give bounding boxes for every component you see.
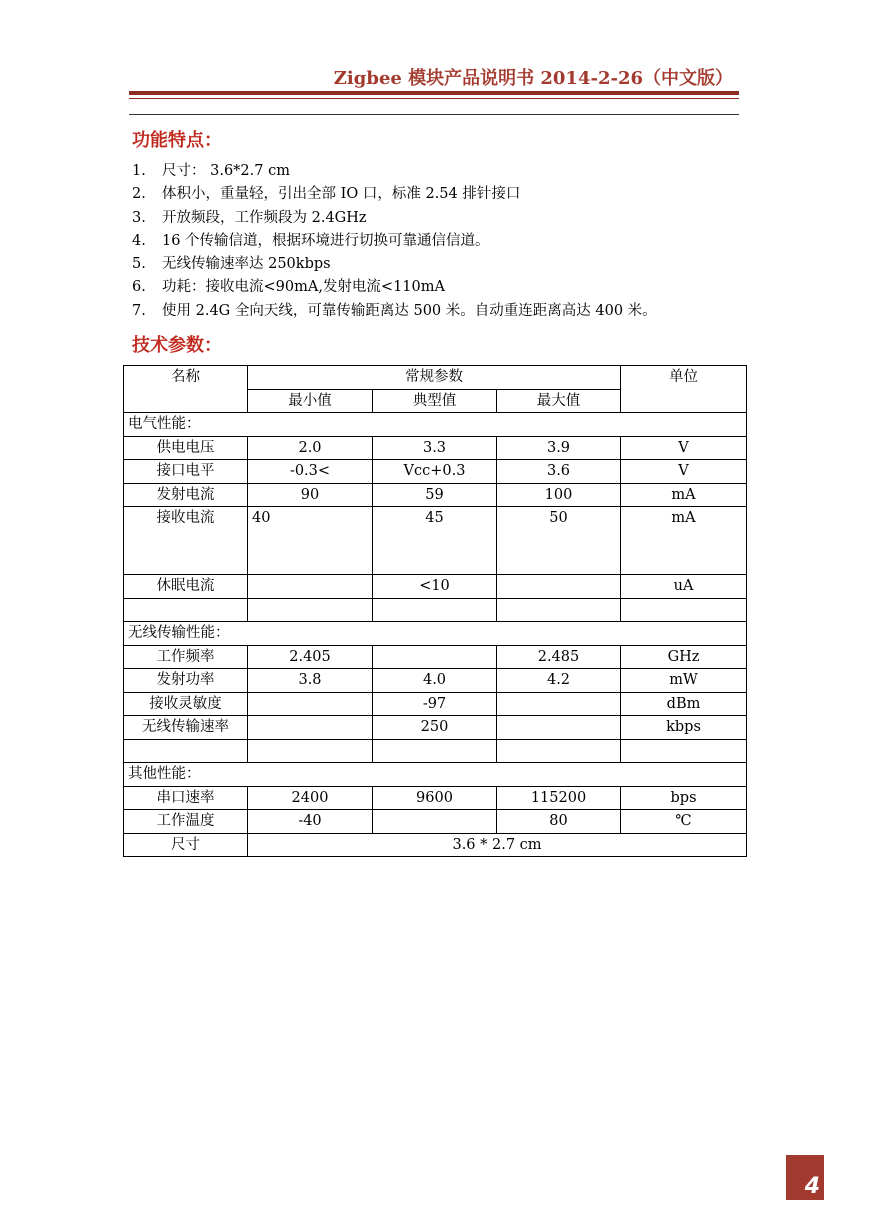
cell-unit: uA bbox=[621, 575, 747, 599]
table-row bbox=[124, 810, 747, 834]
cell-max: 115200 bbox=[497, 786, 621, 810]
cell-max: 4.2 bbox=[497, 669, 621, 693]
empty-row bbox=[124, 598, 747, 622]
page-number-badge bbox=[786, 1155, 824, 1200]
cell-min bbox=[248, 692, 373, 716]
cell-typ: 9600 bbox=[373, 786, 497, 810]
section-row bbox=[124, 413, 747, 437]
list-item: 3. 开放频段，工作频段为 2.4GHz bbox=[132, 209, 367, 226]
cell-min: 2400 bbox=[248, 786, 373, 810]
section-wireless: 无线传输性能： bbox=[124, 622, 747, 646]
cell-max: 2.485 bbox=[497, 645, 621, 669]
cell-max: 100 bbox=[497, 483, 621, 507]
cell-name: 发射功率 bbox=[124, 669, 248, 693]
document-title: Zigbee 模块产品说明书 2014-2-26（中文版） bbox=[333, 68, 733, 89]
cell-name: 接口电平 bbox=[124, 460, 248, 484]
table-row bbox=[124, 483, 747, 507]
cell-name: 接收电流 bbox=[124, 507, 248, 575]
table-row bbox=[124, 645, 747, 669]
table-row bbox=[124, 507, 747, 575]
table-row bbox=[124, 669, 747, 693]
header-min: 最小值 bbox=[248, 389, 373, 413]
cell-max: 80 bbox=[497, 810, 621, 834]
cell-min: 3.8 bbox=[248, 669, 373, 693]
cell-unit: GHz bbox=[621, 645, 747, 669]
table-header-row bbox=[124, 366, 747, 390]
cell-min: 90 bbox=[248, 483, 373, 507]
table-row bbox=[124, 716, 747, 740]
list-item: 1. 尺寸： 3.6*2.7 cm bbox=[132, 163, 290, 179]
cell-unit: kbps bbox=[621, 716, 747, 740]
cell-min: 40 bbox=[248, 507, 373, 575]
cell-name: 供电电压 bbox=[124, 436, 248, 460]
cell-typ: 3.3 bbox=[373, 436, 497, 460]
cell-unit: mA bbox=[621, 483, 747, 507]
header-unit: 单位 bbox=[621, 366, 747, 413]
features-list bbox=[132, 160, 657, 323]
cell-unit: bps bbox=[621, 786, 747, 810]
cell-min bbox=[248, 575, 373, 599]
cell-min: 2.0 bbox=[248, 436, 373, 460]
header-max: 最大值 bbox=[497, 389, 621, 413]
cell-unit: dBm bbox=[621, 692, 747, 716]
table-row bbox=[124, 833, 747, 857]
header-rule-thin bbox=[129, 98, 739, 99]
cell-name: 尺寸 bbox=[124, 833, 248, 857]
page-number: 4 bbox=[804, 1174, 820, 1199]
cell-typ bbox=[373, 645, 497, 669]
cell-typ: 4.0 bbox=[373, 669, 497, 693]
table-row bbox=[124, 692, 747, 716]
cell-typ: 250 bbox=[373, 716, 497, 740]
cell-min: -0.3< bbox=[248, 460, 373, 484]
section-row bbox=[124, 622, 747, 646]
spec-table bbox=[123, 365, 747, 857]
cell-typ bbox=[373, 810, 497, 834]
header-rule-thick bbox=[129, 91, 739, 95]
cell-unit: ℃ bbox=[621, 810, 747, 834]
cell-max: 3.9 bbox=[497, 436, 621, 460]
header-divider bbox=[129, 114, 739, 115]
cell-name: 工作温度 bbox=[124, 810, 248, 834]
table-row bbox=[124, 436, 747, 460]
header-typ: 典型值 bbox=[373, 389, 497, 413]
cell-name: 发射电流 bbox=[124, 483, 248, 507]
cell-typ: <10 bbox=[373, 575, 497, 599]
cell-name: 休眠电流 bbox=[124, 575, 248, 599]
cell-max bbox=[497, 575, 621, 599]
section-row bbox=[124, 763, 747, 787]
specs-heading: 技术参数： bbox=[132, 335, 222, 356]
list-item: 6. 功耗：接收电流<90mA,发射电流<110mA bbox=[132, 279, 445, 296]
header-name: 名称 bbox=[124, 366, 248, 413]
section-other: 其他性能： bbox=[124, 763, 747, 787]
list-item: 7. 使用 2.4G 全向天线，可靠传输距离达 500 米。自动重连距离高达 400 米。 bbox=[132, 302, 657, 319]
cell-name: 工作频率 bbox=[124, 645, 248, 669]
cell-typ: 45 bbox=[373, 507, 497, 575]
cell-typ: -97 bbox=[373, 692, 497, 716]
cell-min bbox=[248, 716, 373, 740]
cell-size-value: 3.6 * 2.7 cm bbox=[248, 833, 747, 857]
cell-min: 2.405 bbox=[248, 645, 373, 669]
list-item: 4. 16 个传输信道，根据环境进行切换可靠通信信道。 bbox=[132, 232, 490, 249]
cell-max: 3.6 bbox=[497, 460, 621, 484]
cell-name: 串口速率 bbox=[124, 786, 248, 810]
empty-row bbox=[124, 739, 747, 763]
header-params: 常规参数 bbox=[248, 366, 621, 390]
cell-name: 无线传输速率 bbox=[124, 716, 248, 740]
cell-unit: V bbox=[621, 460, 747, 484]
cell-name: 接收灵敏度 bbox=[124, 692, 248, 716]
cell-unit: V bbox=[621, 436, 747, 460]
cell-unit: mA bbox=[621, 507, 747, 575]
table-row bbox=[124, 575, 747, 599]
table-row bbox=[124, 786, 747, 810]
cell-max bbox=[497, 692, 621, 716]
cell-typ: Vcc+0.3 bbox=[373, 460, 497, 484]
cell-max bbox=[497, 716, 621, 740]
list-item: 2. 体积小，重量轻，引出全部 IO 口，标准 2.54 排针接口 bbox=[132, 186, 521, 203]
cell-typ: 59 bbox=[373, 483, 497, 507]
table-row bbox=[124, 460, 747, 484]
list-item: 5. 无线传输速率达 250kbps bbox=[132, 256, 331, 273]
features-heading: 功能特点： bbox=[132, 130, 222, 151]
section-electrical: 电气性能： bbox=[124, 413, 747, 437]
cell-min: -40 bbox=[248, 810, 373, 834]
cell-unit: mW bbox=[621, 669, 747, 693]
cell-max: 50 bbox=[497, 507, 621, 575]
